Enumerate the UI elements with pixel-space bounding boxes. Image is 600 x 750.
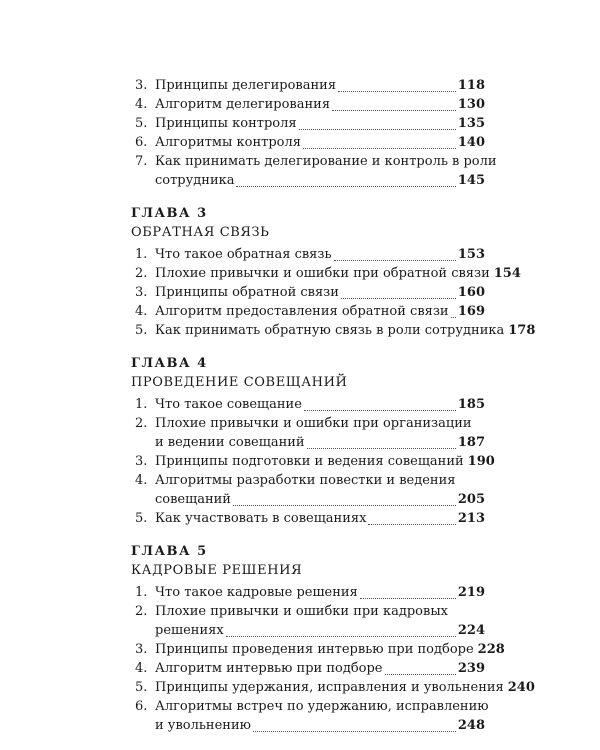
entry-number: 1. <box>135 397 148 412</box>
entry-number: 4. <box>135 97 148 112</box>
entry-number: 3. <box>135 642 148 657</box>
dot-leader <box>303 147 456 149</box>
page-number: 240 <box>507 680 535 695</box>
entry-title: Что такое кадровые решения <box>155 585 358 600</box>
entry-title-line2: совещаний <box>155 492 231 507</box>
page-number: 185 <box>457 397 485 412</box>
entry-title-line1: Плохие привычки и ошибки при кадровых <box>155 604 449 619</box>
dot-leader <box>236 185 455 187</box>
table-of-contents <box>131 76 536 735</box>
toc-entry[interactable] <box>131 152 497 190</box>
entry-title-line2: сотрудника <box>155 173 235 188</box>
toc-entry[interactable] <box>131 659 485 678</box>
chapter-5 <box>131 542 535 735</box>
entry-number: 4. <box>135 473 148 488</box>
page-number: 154 <box>493 266 521 281</box>
dot-leader <box>360 597 456 599</box>
dot-leader <box>226 635 456 637</box>
page-number: 205 <box>457 492 485 507</box>
entry-number: 3. <box>135 285 148 300</box>
entry-number: 6. <box>135 699 148 714</box>
chapter-title[interactable]: ПРОВЕДЕНИЕ СОВЕЩАНИЙ <box>131 375 348 390</box>
chapter-title[interactable]: КАДРОВЫЕ РЕШЕНИЯ <box>131 563 303 578</box>
toc-entry[interactable] <box>131 678 535 697</box>
chapter-4 <box>131 354 495 528</box>
entry-title: Алгоритм делегирования <box>155 97 331 112</box>
entry-title: Как участвовать в совещаниях <box>155 511 367 526</box>
dot-leader <box>338 90 456 92</box>
toc-entry[interactable] <box>131 302 485 321</box>
entry-number: 4. <box>135 661 148 676</box>
entry-number: 5. <box>135 680 148 695</box>
entry-title: Как принимать обратную связь в роли сотрудника <box>155 323 505 338</box>
toc-entry[interactable] <box>131 452 495 471</box>
toc-entry[interactable] <box>131 76 485 95</box>
toc-entry[interactable] <box>131 583 485 602</box>
toc-entry[interactable] <box>131 471 485 509</box>
entry-number: 1. <box>135 247 148 262</box>
toc-entry[interactable] <box>131 509 485 528</box>
toc-entry[interactable] <box>131 414 485 452</box>
chapter-2-continuation <box>131 76 497 190</box>
page-number: 130 <box>457 97 485 112</box>
toc-entry[interactable] <box>131 133 485 152</box>
entry-title: Что такое совещание <box>155 397 302 412</box>
entry-number: 2. <box>135 604 148 619</box>
toc-entry[interactable] <box>131 321 536 340</box>
entry-number: 5. <box>135 116 148 131</box>
entry-title: Принципы обратной связи <box>155 285 339 300</box>
entry-title: Принципы удержания, исправления и увольнения <box>155 680 504 695</box>
page-number: 239 <box>457 661 485 676</box>
toc-entry[interactable] <box>131 245 485 264</box>
toc-entry[interactable] <box>131 640 505 659</box>
page-number: 153 <box>457 247 485 262</box>
dot-leader <box>332 109 456 111</box>
chapter-3 <box>131 204 536 340</box>
entry-title: Алгоритмы контроля <box>155 135 301 150</box>
toc-entry[interactable] <box>131 602 485 640</box>
toc-entry[interactable] <box>131 395 485 414</box>
page-number: 248 <box>457 718 485 733</box>
entry-title-line1: Алгоритмы разработки повестки и ведения <box>155 473 456 488</box>
entry-title-line2: и ведении совещаний <box>155 435 305 450</box>
dot-leader <box>334 259 456 261</box>
page-number: 187 <box>457 435 485 450</box>
dot-leader <box>451 316 456 318</box>
dot-leader <box>299 128 456 130</box>
page-number: 118 <box>457 78 485 93</box>
entry-title: Алгоритм интервью при подборе <box>155 661 383 676</box>
page-number: 228 <box>477 642 505 657</box>
page-number: 190 <box>467 454 495 469</box>
toc-entry[interactable] <box>131 114 485 133</box>
entry-title: Принципы контроля <box>155 116 297 131</box>
entry-title: Принципы делегирования <box>155 78 337 93</box>
page-number: 145 <box>457 173 485 188</box>
entry-title: Плохие привычки и ошибки при обратной связи <box>155 266 490 281</box>
entry-title: Алгоритм предоставления обратной связи <box>155 304 449 319</box>
entry-number: 2. <box>135 266 148 281</box>
page-number: 169 <box>457 304 485 319</box>
dot-leader <box>341 297 456 299</box>
entry-title-line1: Плохие привычки и ошибки при организации <box>155 416 472 431</box>
toc-entry[interactable] <box>131 283 485 302</box>
dot-leader <box>368 523 455 525</box>
chapter-title[interactable]: ОБРАТНАЯ СВЯЗЬ <box>131 225 270 240</box>
entry-number: 5. <box>135 323 148 338</box>
page-number: 213 <box>457 511 485 526</box>
entry-title-line2: решениях <box>155 623 224 638</box>
entry-number: 5. <box>135 511 148 526</box>
dot-leader <box>253 730 456 732</box>
toc-entry[interactable] <box>131 697 489 735</box>
page-number: 140 <box>457 135 485 150</box>
entry-number: 3. <box>135 454 148 469</box>
dot-leader <box>307 447 456 449</box>
dot-leader <box>233 504 456 506</box>
dot-leader <box>385 673 456 675</box>
entry-title-line1: Алгоритмы встреч по удержанию, исправлению <box>155 699 489 714</box>
entry-number: 6. <box>135 135 148 150</box>
entry-number: 3. <box>135 78 148 93</box>
dot-leader <box>304 409 456 411</box>
entry-title-line1: Как принимать делегирование и контроль в роли <box>155 154 497 169</box>
page-number: 178 <box>508 323 536 338</box>
entry-number: 7. <box>135 154 148 169</box>
entry-number: 4. <box>135 304 148 319</box>
page-number: 135 <box>457 116 485 131</box>
entry-number: 2. <box>135 416 148 431</box>
entry-title: Принципы подготовки и ведения совещаний <box>155 454 464 469</box>
entry-title-line2: и увольнению <box>155 718 251 733</box>
page-number: 224 <box>457 623 485 638</box>
chapter-label: ГЛАВА 5 <box>131 544 208 559</box>
entry-title: Принципы проведения интервью при подборе <box>155 642 474 657</box>
chapter-label: ГЛАВА 3 <box>131 206 208 221</box>
page-number: 219 <box>457 585 485 600</box>
entry-number: 1. <box>135 585 148 600</box>
entry-title: Что такое обратная связь <box>155 247 332 262</box>
toc-entry[interactable] <box>131 264 521 283</box>
toc-entry[interactable] <box>131 95 485 114</box>
chapter-label: ГЛАВА 4 <box>131 356 208 371</box>
page-number: 160 <box>457 285 485 300</box>
